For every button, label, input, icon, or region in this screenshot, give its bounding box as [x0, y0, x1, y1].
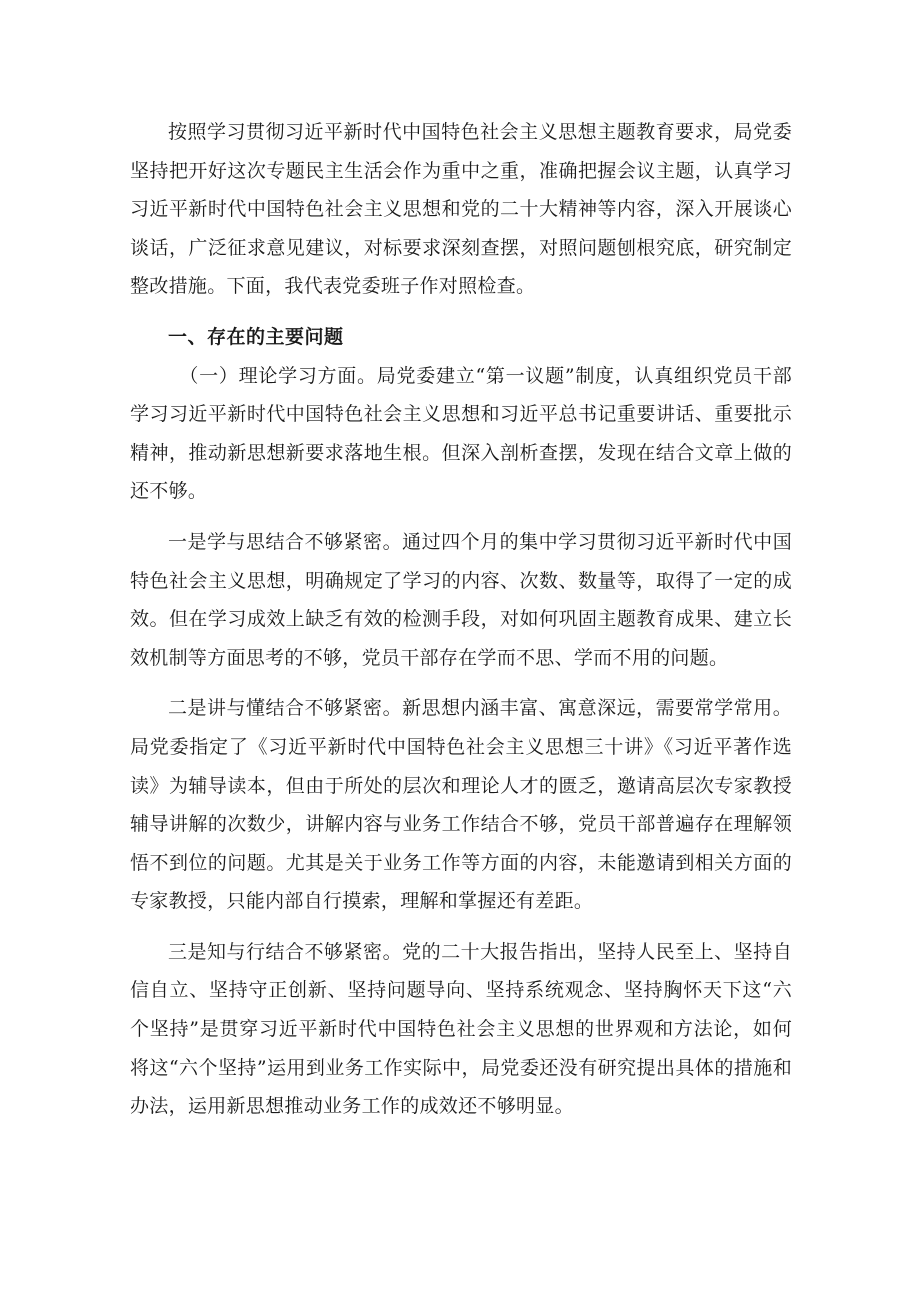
section-heading: 一、存在的主要问题 — [168, 325, 344, 348]
point-three-paragraph: 三是知与行结合不够紧密。党的二十大报告指出，坚持人民至上、坚持自信自立、坚持守正创新、坚持问题导向、坚持系统观念、坚持胸怀天下这“六个坚持”是贯穿习近平新时代中国特色社会主义思想的世界观和方法论，如何将这“六个坚持”运用到业务工作实际中，局党委还没有研究提出具体的措施和办法，运用新思想推动业务工作的成效还不够明显。 — [130, 940, 792, 1118]
point-one-paragraph: 一是学与思结合不够紧密。通过四个月的集中学习贯彻习近平新时代中国特色社会主义思想，明确规定了学习的内容、次数、数量等，取得了一定的成效。但在学习成效上缺乏有效的检测手段，对如何巩固主题教育成果、建立长效机制等方面思考的不够，党员干部存在学而不思、学而不用的问题。 — [130, 530, 792, 669]
theory-study-paragraph: （一）理论学习方面。局党委建立“第一议题”制度，认真组织党员干部学习习近平新时代中国特色社会主义思想和习近平总书记重要讲话、重要批示精神，推动新思想新要求落地生根。但深入剖析查摆，发现在结合文章上做的还不够。 — [130, 364, 792, 503]
point-two-paragraph: 二是讲与懂结合不够紧密。新思想内涵丰富、寓意深远，需要常学常用。局党委指定了《习近平新时代中国特色社会主义思想三十讲》《习近平著作选读》为辅导读本，但由于所处的层次和理论人才的匮乏，邀请高层次专家教授辅导讲解的次数少，讲解内容与业务工作结合不够，党员干部普遍存在理解领悟不到位的问题。尤其是关于业务工作等方面的内容，未能邀请到相关方面的专家教授，只能内部自行摸索，理解和掌握还有差距。 — [130, 697, 792, 913]
document-body — [130, 113, 792, 1126]
intro-paragraph: 按照学习贯彻习近平新时代中国特色社会主义思想主题教育要求，局党委坚持把开好这次专题民主生活会作为重中之重，准确把握会议主题，认真学习习近平新时代中国特色社会主义思想和党的二十大精神等内容，深入开展谈心谈话，广泛征求意见建议，对标要求深刻查摆，对照问题刨根究底，研究制定整改措施。下面，我代表党委班子作对照检查。 — [130, 121, 792, 298]
